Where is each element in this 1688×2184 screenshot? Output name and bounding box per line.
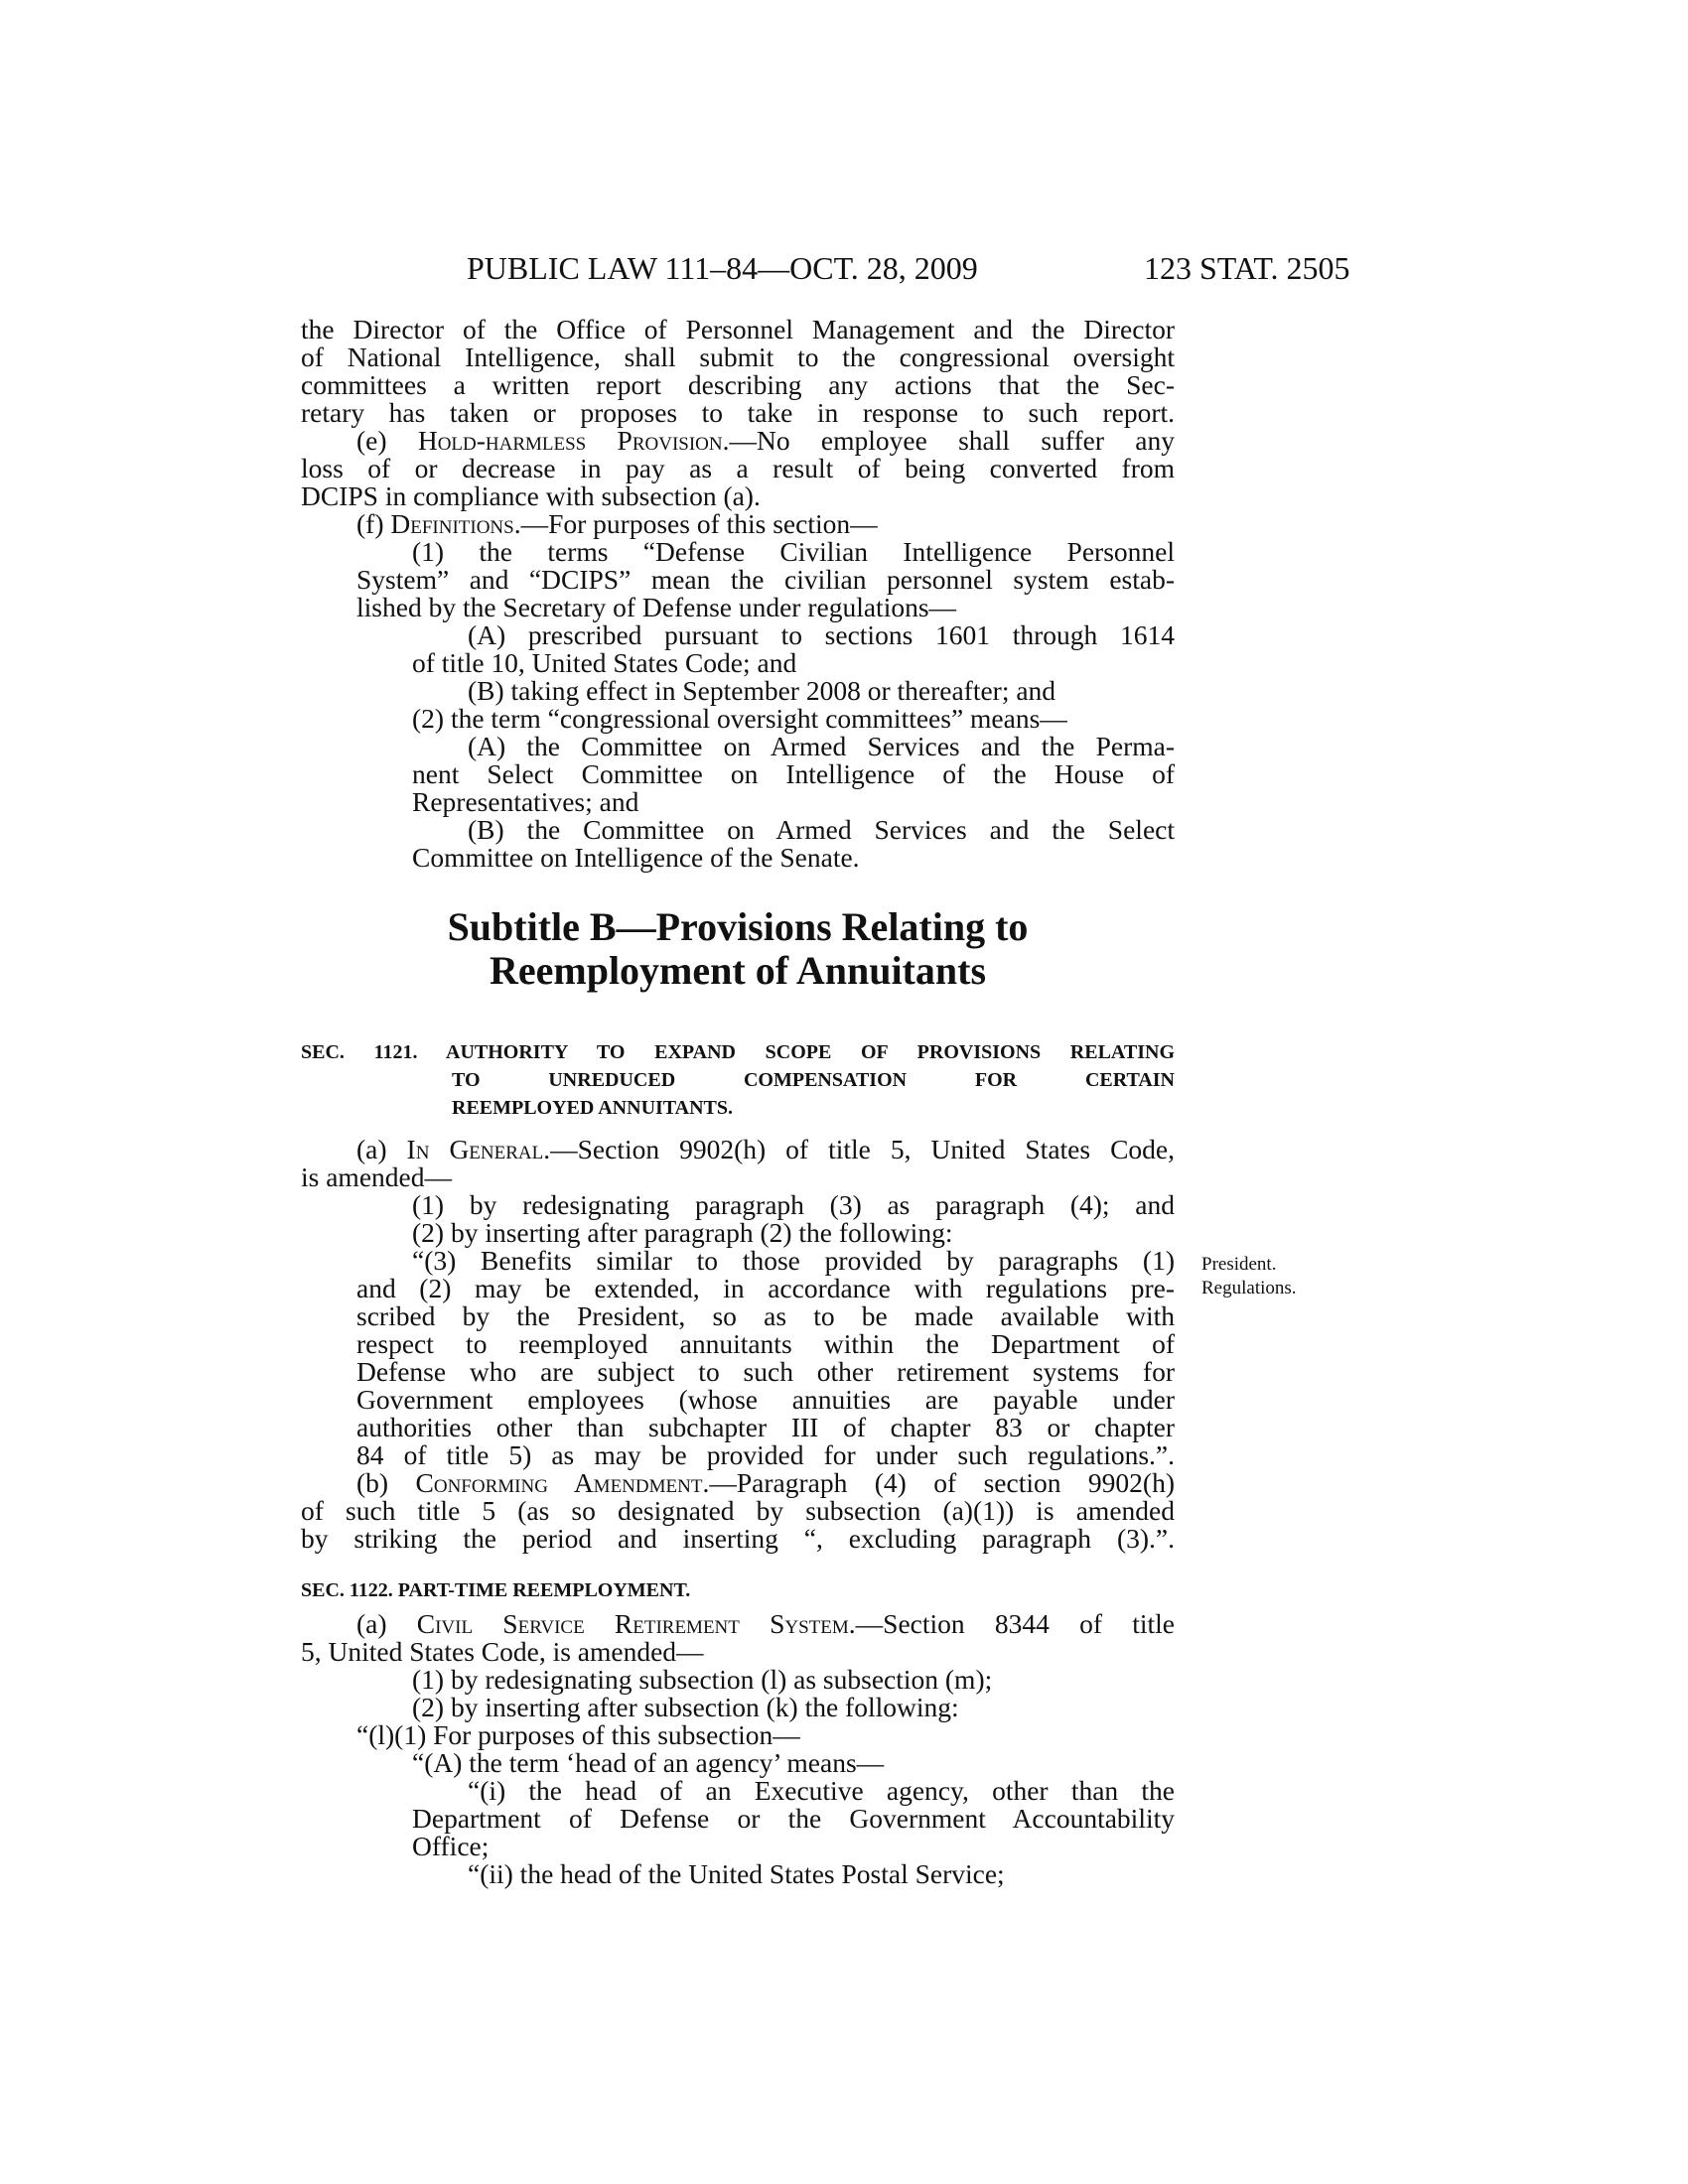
document-body <box>301 316 1175 1888</box>
text: (e) <box>356 425 418 456</box>
text-line: nent Select Committee on Intelligence of the House of <box>412 758 1175 789</box>
running-head: PUBLIC LAW 111–84—OCT. 28, 2009 <box>467 250 978 286</box>
text-line: “(A) the term ‘head of an agency’ means— <box>412 1747 885 1778</box>
text-line: (2) by inserting after paragraph (2) the following: <box>412 1217 953 1248</box>
text-line: “(ii) the head of the United States Postal Service; <box>468 1858 1005 1889</box>
text-line: “(3) Benefits similar to those provided by paragraphs (1) <box>412 1245 1175 1276</box>
subsection-caption: Definitions <box>390 508 514 539</box>
text: (b) <box>356 1467 416 1498</box>
subsection-caption: Civil Service Retirement System <box>416 1608 849 1639</box>
subsection-e-heading <box>301 427 1175 455</box>
subsection-f-heading <box>301 510 1175 538</box>
text-line: (A) prescribed pursuant to sections 1601 through 1614 <box>468 619 1175 650</box>
text-line: Representatives; and <box>412 786 639 817</box>
text-line: “(i) the head of an Executive agency, other than the <box>468 1775 1175 1806</box>
text: .—Section 9902(h) of title 5, United States Code, <box>543 1134 1176 1164</box>
text-line: and (2) may be extended, in accordance with regulations pre- <box>356 1273 1175 1303</box>
text-line: is amended— <box>301 1161 452 1192</box>
subsection-caption: Hold-harmless Provision <box>417 425 723 456</box>
text: .—No employee shall suffer any <box>722 425 1175 456</box>
text-line: 84 of title 5) as may be provided for under such regulations.”. <box>356 1439 1175 1470</box>
text-line: (1) the terms “Defense Civilian Intelligence Personnel <box>412 536 1175 567</box>
subtitle-heading <box>301 905 1175 993</box>
section-1122-heading <box>301 1576 1175 1604</box>
text-line: Committee on Intelligence of the Senate. <box>412 842 860 873</box>
subtitle-line: Reemployment of Annuitants <box>489 948 987 993</box>
section-heading-line: SEC. 1122. PART-TIME REEMPLOYMENT. <box>301 1579 691 1601</box>
text: (a) <box>356 1608 417 1639</box>
text: (a) <box>356 1134 407 1164</box>
text: .—For purposes of this section— <box>513 508 878 539</box>
text: .—Section 8344 of title <box>848 1608 1175 1639</box>
text-line: System” and “DCIPS” mean the civilian personnel system estab- <box>356 564 1175 595</box>
text-line: of title 10, United States Code; and <box>412 647 797 678</box>
text-line: DCIPS in compliance with subsection (a). <box>301 480 761 511</box>
stat-reference: 123 STAT. 2505 <box>1144 250 1350 286</box>
text-line: (B) taking effect in September 2008 or thereafter; and <box>468 675 1056 706</box>
text-line: (A) the Committee on Armed Services and the Perma- <box>468 731 1175 761</box>
text-line: of such title 5 (as so designated by subsection (a)(1)) is amended <box>301 1495 1175 1526</box>
text-line: authorities other than subchapter III of chapter 83 or chapter <box>356 1412 1175 1442</box>
text-line: (2) by inserting after subsection (k) the following: <box>412 1692 959 1722</box>
section-heading-line: TO UNREDUCED COMPENSATION FOR CERTAIN <box>452 1069 1175 1091</box>
subsection-caption: Conforming Amendment <box>415 1467 703 1498</box>
text-line: by striking the period and inserting “, excluding paragraph (3).”. <box>301 1523 1175 1554</box>
section-heading-line: SEC. 1121. AUTHORITY TO EXPAND SCOPE OF PROVISIONS RELATING <box>301 1041 1175 1063</box>
text-line: retary has taken or proposes to take in response to such report. <box>301 397 1175 428</box>
text-line: (B) the Committee on Armed Services and the Select <box>468 814 1175 845</box>
text-line: lished by the Secretary of Defense under regulations— <box>356 592 957 622</box>
text-line: loss of or decrease in pay as a result of being converted from <box>301 453 1175 483</box>
text-line: Office; <box>412 1831 490 1861</box>
subsection-b-heading <box>301 1469 1175 1497</box>
text: (f) <box>356 508 391 539</box>
text-line: the Director of the Office of Personnel Management and the Director <box>301 314 1175 344</box>
subsection-caption: In General <box>406 1134 544 1164</box>
text-line: Department of Defense or the Government Accountability <box>412 1803 1175 1834</box>
text-line: respect to reemployed annuitants within the Department of <box>356 1328 1175 1359</box>
subsection-a-heading <box>301 1136 1175 1163</box>
margin-note-regulations: Regulations. <box>1201 1278 1297 1298</box>
text-line: Government employees (whose annuities are payable under <box>356 1384 1175 1415</box>
text-line: scribed by the President, so as to be made available with <box>356 1300 1175 1331</box>
text-line: committees a written report describing any actions that the Sec- <box>301 369 1175 400</box>
text-line: Defense who are subject to such other retirement systems for <box>356 1356 1175 1387</box>
subtitle-line: Subtitle B—Provisions Relating to <box>447 904 1029 949</box>
text-line: (1) by redesignating subsection (l) as subsection (m); <box>412 1664 993 1695</box>
text-line: (1) by redesignating paragraph (3) as paragraph (4); and <box>412 1189 1175 1220</box>
margin-notes <box>1201 1253 1350 1300</box>
subsection-a-heading <box>301 1610 1175 1638</box>
section-heading-line: REEMPLOYED ANNUITANTS. <box>452 1097 733 1119</box>
margin-note-president: President. <box>1201 1254 1277 1275</box>
section-1121-heading <box>301 1038 1175 1122</box>
text-line: 5, United States Code, is amended— <box>301 1636 704 1667</box>
text-line: of National Intelligence, shall submit to the congressional oversight <box>301 341 1175 372</box>
text-line: (2) the term “congressional oversight committees” means— <box>412 703 1067 734</box>
text: .—Paragraph (4) of section 9902(h) <box>702 1467 1175 1498</box>
text-line: “(l)(1) For purposes of this subsection— <box>356 1719 800 1750</box>
